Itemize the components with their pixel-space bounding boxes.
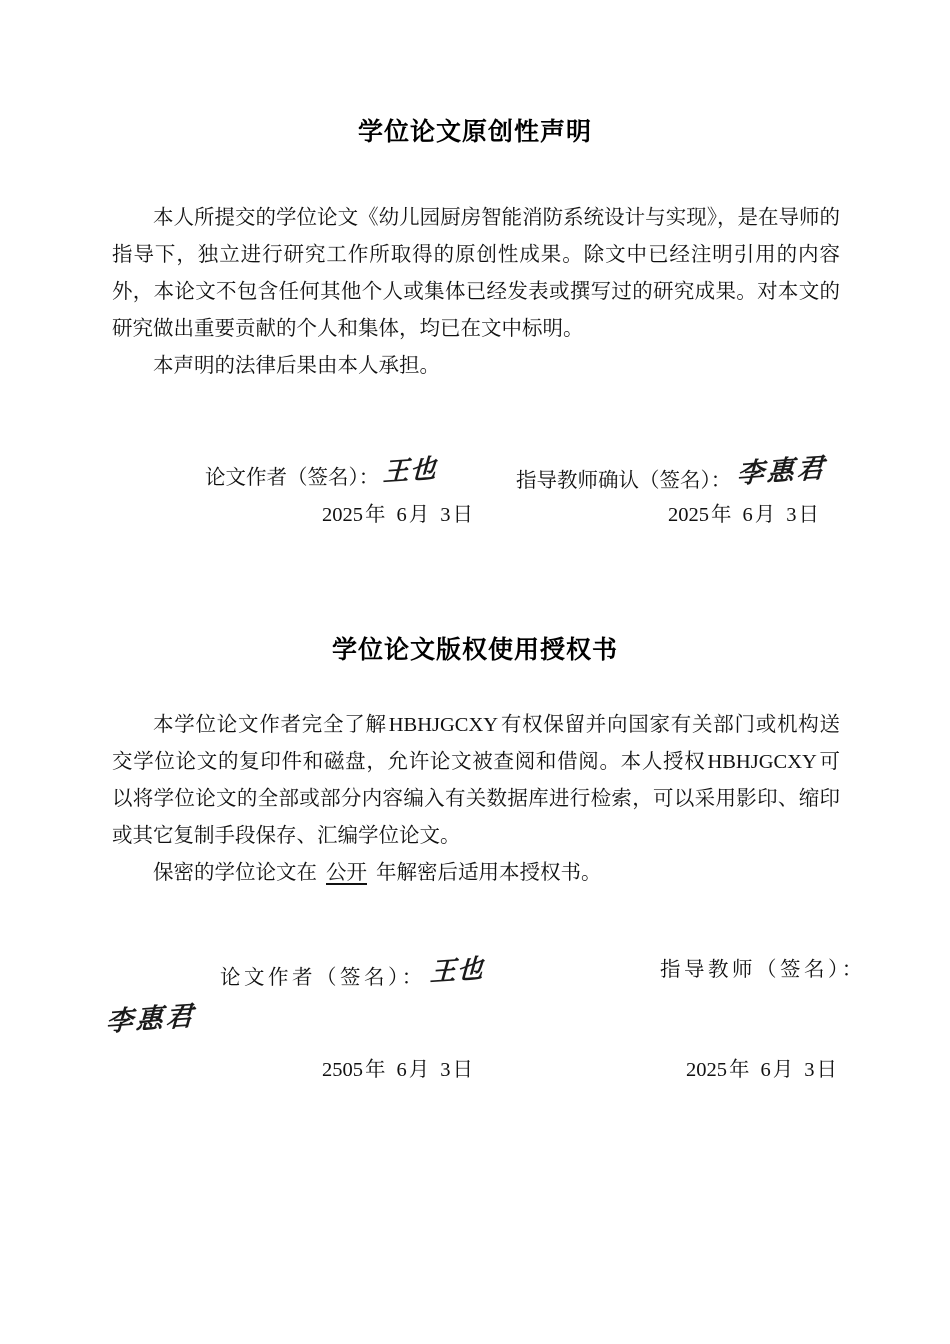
originality-declaration-body	[112, 200, 840, 385]
originality-author-signature-row	[205, 452, 437, 497]
originality-teacher-date	[668, 497, 821, 527]
copyright-text-part-3: 可以将学位论文的全部或部分内容编入有关数据库进行检索，可以采用影印、缩印或其它复制手段保存、汇编学位论文。	[112, 751, 841, 847]
copyright-author-date-month: 6	[396, 1059, 407, 1081]
copyright-teacher-date-month-unit: 月	[772, 1059, 794, 1081]
copyright-teacher-date-month: 6	[760, 1059, 771, 1081]
originality-teacher-date-year: 2025	[668, 504, 709, 526]
confidential-status-blank[interactable]: 公开	[326, 862, 367, 884]
originality-author-date-day-unit: 日	[452, 504, 473, 526]
originality-author-signature-label: 论文作者（签名）：	[205, 466, 380, 489]
copyright-text-part-1: 本学位论文作者完全了解	[153, 714, 387, 736]
copyright-authorization-body	[112, 707, 840, 892]
copyright-teacher-date-year-unit: 年	[729, 1059, 750, 1081]
originality-author-date-year: 2025	[322, 504, 363, 526]
copyright-teacher-signature-label: 指导教师（签名）：	[660, 959, 866, 981]
originality-author-date-month: 6	[396, 504, 407, 526]
originality-teacher-date-month: 6	[742, 504, 753, 526]
copyright-teacher-date	[686, 1052, 839, 1082]
originality-paragraph-2: 本声明的法律后果由本人承担。	[153, 355, 440, 377]
originality-teacher-signature-label: 指导教师确认（签名）：	[516, 469, 732, 492]
copyright-author-signature-row	[220, 952, 484, 997]
originality-author-date-month-unit: 月	[408, 504, 430, 526]
originality-author-date	[322, 497, 475, 527]
copyright-teacher-signature-row	[660, 952, 866, 982]
copyright-teacher-signature-wrapped	[100, 1000, 196, 1051]
copyright-teacher-handwritten-signature: 李惠君	[105, 1000, 197, 1039]
copyright-author-date-year-unit: 年	[365, 1059, 386, 1081]
originality-author-handwritten-signature: 王也	[382, 454, 438, 489]
copyright-text-part-2: 有权保留并向国家有关部门或机构送交学位论文的复印件和磁盘，允许论文被查阅和借阅。本人授权	[112, 714, 841, 773]
originality-teacher-date-year-unit: 年	[711, 504, 732, 526]
originality-teacher-handwritten-signature: 李惠君	[736, 452, 828, 491]
confidential-suffix-text: 年解密后适用本授权书。	[376, 862, 602, 884]
copyright-teacher-date-year: 2025	[686, 1059, 727, 1081]
confidential-prefix-text: 保密的学位论文在	[153, 862, 317, 884]
originality-teacher-date-day: 3	[786, 504, 797, 526]
originality-teacher-date-month-unit: 月	[754, 504, 776, 526]
originality-teacher-date-day-unit: 日	[798, 504, 819, 526]
originality-author-date-year-unit: 年	[365, 504, 386, 526]
copyright-author-date-month-unit: 月	[408, 1059, 430, 1081]
originality-teacher-signature-row	[516, 452, 827, 503]
originality-paragraph-1: 本人所提交的学位论文《幼儿园厨房智能消防系统设计与实现》，是在导师的指导下，独立进行研究工作所取得的原创性成果。除文中已经注明引用的内容外，本论文不包含任何其他个人或集体已经发表或撰写过的研究成果。对本文的研究做出重要贡献的个人和集体，均已在文中标明。	[112, 207, 840, 340]
copyright-teacher-date-day-unit: 日	[816, 1059, 837, 1081]
originality-declaration-title: 学位论文原创性声明	[357, 118, 592, 146]
copyright-author-date	[322, 1052, 475, 1082]
copyright-author-signature-label: 论文作者（签名）：	[220, 966, 426, 989]
copyright-author-date-day: 3	[440, 1059, 451, 1081]
copyright-paragraph-2	[112, 855, 840, 892]
institution-abbreviation-second: HBHJGCXY	[707, 751, 817, 773]
copyright-paragraph-1	[112, 707, 840, 855]
institution-abbreviation-first: HBHJGCXY	[388, 714, 499, 736]
copyright-author-date-day-unit: 日	[452, 1059, 473, 1081]
originality-author-date-day: 3	[440, 504, 451, 526]
copyright-teacher-date-day: 3	[804, 1059, 815, 1081]
copyright-authorization-title: 学位论文版权使用授权书	[331, 636, 618, 664]
copyright-author-date-year: 2505	[322, 1059, 363, 1081]
copyright-author-handwritten-signature: 王也	[429, 954, 485, 989]
